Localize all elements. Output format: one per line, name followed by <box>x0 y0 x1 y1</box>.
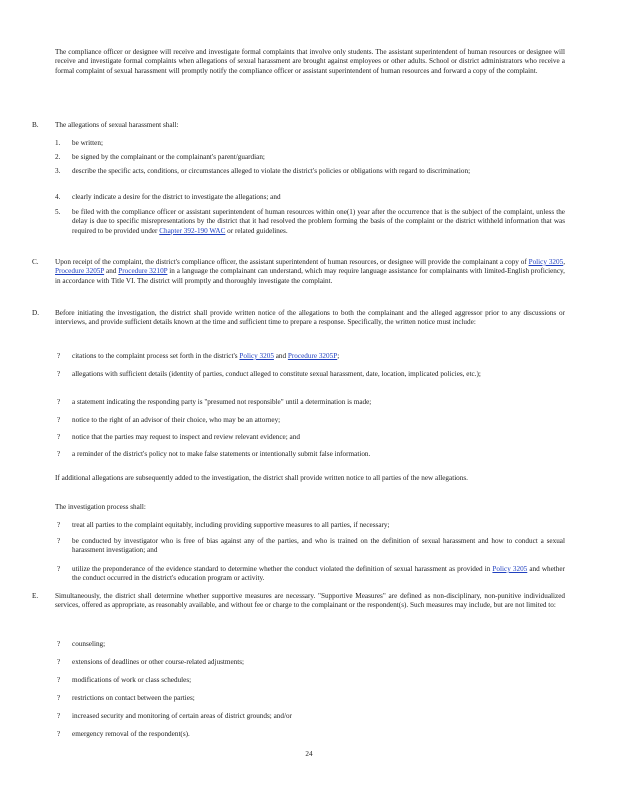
list-item <box>72 370 565 379</box>
bullet-glyph: ? <box>57 521 61 529</box>
bullet-glyph: ? <box>57 730 61 738</box>
additional-allegations-text: If additional allegations are subsequently added to the investigation, the district shall provide written notice to all parties of the new allegations. <box>55 474 468 482</box>
separator-text: , <box>563 258 565 266</box>
bullet-glyph: ? <box>57 352 61 360</box>
list-item: be written; <box>72 139 103 147</box>
page-number: 24 <box>305 750 313 758</box>
investigation-process-heading: The investigation process shall: <box>55 503 146 511</box>
list-item: restrictions on contact between the parties; <box>72 694 195 702</box>
separator-text: and <box>104 267 119 276</box>
list-item <box>72 537 565 556</box>
procedure-link[interactable]: Procedure 3210P <box>118 267 168 276</box>
list-item: notice that the parties may request to inspect and review relevant evidence; and <box>72 433 300 441</box>
bullet-glyph: ? <box>57 398 61 406</box>
list-item: notice to the right of an advisor of their choice, who may be an attorney; <box>72 416 281 424</box>
policy-link[interactable]: Policy 3205 <box>528 258 564 266</box>
bullet-glyph: ? <box>57 640 61 648</box>
list-item: be signed by the complainant or the complainant's parent/guardian; <box>72 153 265 161</box>
list-item-text-tail: or related guidelines. <box>225 226 288 235</box>
section-c-paragraph <box>55 258 565 286</box>
bullet-glyph: ? <box>57 370 61 378</box>
section-d-text: Before initiating the investigation, the district shall provide written notice of the allegations to both the complainant and the alleged aggressor prior to any discussions or interviews, and provide sufficient details known at the time and sufficient time to prepare a response. Specifically, the written notice must include: <box>55 309 565 327</box>
bullet-glyph: ? <box>57 676 61 684</box>
list-item <box>72 208 565 236</box>
intro-text: The compliance officer or designee will receive and investigate formal complaints that involve only students. The assistant superintendent of human resources or designee will receive and investigate formal complaints when allegations of sexual harassment are brought against employees or other adults. School or district administrators who receive a formal complaint of sexual harassment will promptly notify the compliance officer or assistant superintendent of human resources and forward a copy of the complaint. <box>55 48 565 75</box>
list-number: 1. <box>55 139 61 147</box>
policy-link[interactable]: Policy 3205 <box>239 352 274 360</box>
list-item: a reminder of the district's policy not to make false statements or intentionally submit false information. <box>72 450 371 458</box>
bullet-glyph: ? <box>57 537 61 545</box>
list-item <box>72 167 565 176</box>
section-b-letter: B. <box>32 121 39 129</box>
list-item-text: describe the specific acts, conditions, or circumstances alleged to violate the district's policies or obligations with regard to discrimination; <box>72 167 471 175</box>
bullet-glyph: ? <box>57 450 61 458</box>
bullet-glyph: ? <box>57 658 61 666</box>
list-item-text-tail: and whether the conduct occurred in the district's education program or activity. <box>72 565 565 583</box>
section-c-letter: C. <box>32 258 39 266</box>
bullet-glyph: ? <box>57 565 61 573</box>
list-number: 3. <box>55 167 61 175</box>
procedure-link[interactable]: Procedure 3205P <box>55 267 105 276</box>
list-item: extensions of deadlines or other course-related adjustments; <box>72 658 245 666</box>
section-d-paragraph <box>55 309 565 328</box>
bullet-glyph: ? <box>57 416 61 424</box>
list-item: increased security and monitoring of certain areas of district grounds; and/or <box>72 712 292 720</box>
additional-allegations-paragraph <box>55 474 565 483</box>
list-number: 5. <box>55 208 61 216</box>
intro-paragraph <box>55 48 565 76</box>
list-number: 4. <box>55 193 61 201</box>
list-item-text: be filed with the compliance officer or assistant superintendent of human resources within one(1) year after the occurrence that is the subject of the complaint, unless the delay is due to specific misrepresentations by the district that it had resolved the problem forming the basis of the complaint or the district withheld information that was required to be provided under <box>72 208 565 235</box>
list-item-text: citations to the complaint process set forth in the district's <box>72 352 240 360</box>
section-e-text: Simultaneously, the district shall determine whether supportive measures are necessary. "Supportive Measures" are defined as non-disciplinary, non-punitive individualized services, offered as appropriate, as reasonably available, and without fee or charge to the complainant or the respondent(s). Such measures may include, but are not limited to: <box>55 592 565 610</box>
list-item <box>72 565 565 584</box>
separator-text: ; <box>337 352 340 360</box>
list-number: 2. <box>55 153 61 161</box>
section-e-letter: E. <box>32 592 39 600</box>
chapter-link[interactable]: Chapter 392-190 WAC <box>159 226 226 235</box>
list-item: counseling; <box>72 640 106 648</box>
list-item: a statement indicating the responding party is "presumed not responsible" until a determination is made; <box>72 398 372 406</box>
separator-text: and <box>273 352 288 360</box>
bullet-glyph: ? <box>57 712 61 720</box>
list-item-text: be conducted by investigator who is free of bias against any of the parties, and who is trained on the definition of sexual harassment and how to conduct a sexual harassment investigation; and <box>72 537 565 555</box>
section-c-text-tail: in a language the complainant can understand, which may require language assistance for complainants with limited-English proficiency, in accordance with Title VI. The district will promptly and thoroughly investigate the complaint. <box>55 267 565 285</box>
list-item-text: allegations with sufficient details (identity of parties, conduct alleged to constitute sexual harassment, date, location, implicated policies, etc.); <box>72 370 481 378</box>
section-e-paragraph <box>55 592 565 611</box>
procedure-link[interactable]: Procedure 3205P <box>287 352 338 360</box>
list-item: modifications of work or class schedules; <box>72 676 192 684</box>
bullet-glyph: ? <box>57 694 61 702</box>
list-item: treat all parties to the complaint equitably, including providing supportive measures to all parties, if necessary; <box>72 521 390 529</box>
policy-link[interactable]: Policy 3205 <box>492 565 528 573</box>
section-b-heading: The allegations of sexual harassment shall: <box>55 121 179 129</box>
list-item <box>72 352 565 361</box>
section-d-letter: D. <box>32 309 39 317</box>
list-item: clearly indicate a desire for the district to investigate the allegations; and <box>72 193 281 201</box>
bullet-glyph: ? <box>57 433 61 441</box>
list-item: emergency removal of the respondent(s). <box>72 730 190 738</box>
section-c-text: Upon receipt of the complaint, the district's compliance officer, the assistant superintendent of human resources, or designee will provide the complainant a copy of <box>55 258 529 266</box>
list-item-text: utilize the preponderance of the evidence standard to determine whether the conduct violated the definition of sexual harassment as provided in <box>72 565 493 573</box>
